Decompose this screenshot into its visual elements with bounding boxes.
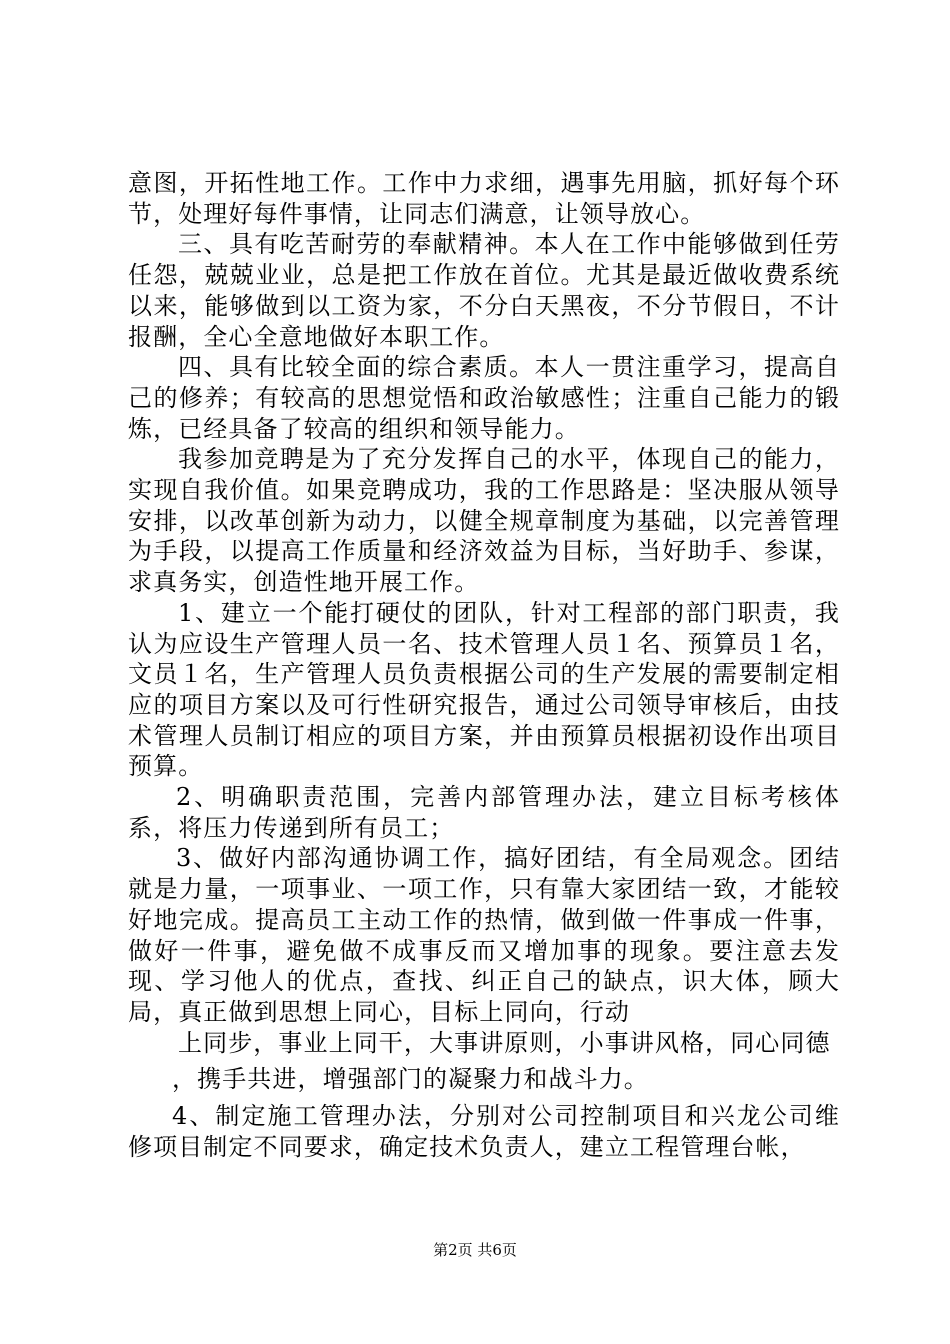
paragraph: 3、做好内部沟通协调工作，搞好团结，有全局观念。团结就是力量，一项事业、一项工作，只有靠大家团结一致，才能较好地完成。提高员工主动工作的热情，做到做一件事成一件事，做好一件事，避免做不成事反而又增加事的现象。要注意去发现、学习他人的优点，查找、纠正自己的缺点，识大体，顾大局，真正做到思想上同心，目标上同向，行动 xyxy=(128,844,840,1026)
paragraph: 1、建立一个能打硬仗的团队，针对工程部的部门职责，我认为应设生产管理人员一名、技术管理人员１名、预算员１名，文员１名，生产管理人员负责根据公司的生产发展的需要制定相应的项目方案以及可行性研究报告，通过公司领导审核后，由技术管理人员制订相应的项目方案，并由预算员根据初设作出项目预算。 xyxy=(128,598,840,781)
paragraph: 4、制定施工管理办法，分别对公司控制项目和兴龙公司维修项目制定不同要求，确定技术负责人，建立工程管理台帐， xyxy=(128,1102,840,1161)
page-footer: 第2页 共6页 xyxy=(433,1241,517,1259)
paragraph: ，携手共进，增强部门的凝聚力和战斗力。 xyxy=(172,1065,649,1094)
paragraph: 四、具有比较全面的综合素质。本人一贯注重学习，提高自己的修养；有较高的思想觉悟和政治敏感性；注重自己能力的锻炼，已经具备了较高的组织和领导能力。 xyxy=(128,353,840,443)
paragraph: 2、明确职责范围，完善内部管理办法，建立目标考核体系，将压力传递到所有员工； xyxy=(128,783,840,842)
paragraph: 意图，开拓性地工作。工作中力求细，遇事先用脑，抓好每个环节，处理好每件事情，让同志们满意，让领导放心。 xyxy=(128,169,840,228)
paragraph: 上同步，事业上同干，大事讲原则，小事讲风格，同心同德 xyxy=(178,1028,831,1057)
paragraph: 我参加竞聘是为了充分发挥自己的水平，体现自己的能力，实现自我价值。如果竞聘成功，我的工作思路是：坚决服从领导安排，以改革创新为动力，以健全规章制度为基础，以完善管理为手段，以提高工作质量和经济效益为目标，当好助手、参谋，求真务实，创造性地开展工作。 xyxy=(128,445,840,597)
document-body xyxy=(128,168,840,1163)
paragraph: 三、具有吃苦耐劳的奉献精神。本人在工作中能够做到任劳任怨，兢兢业业，总是把工作放在首位。尤其是最近做收费系统以来，能够做到以工资为家，不分白天黑夜，不分节假日，不计报酬，全心全意地做好本职工作。 xyxy=(128,230,840,351)
